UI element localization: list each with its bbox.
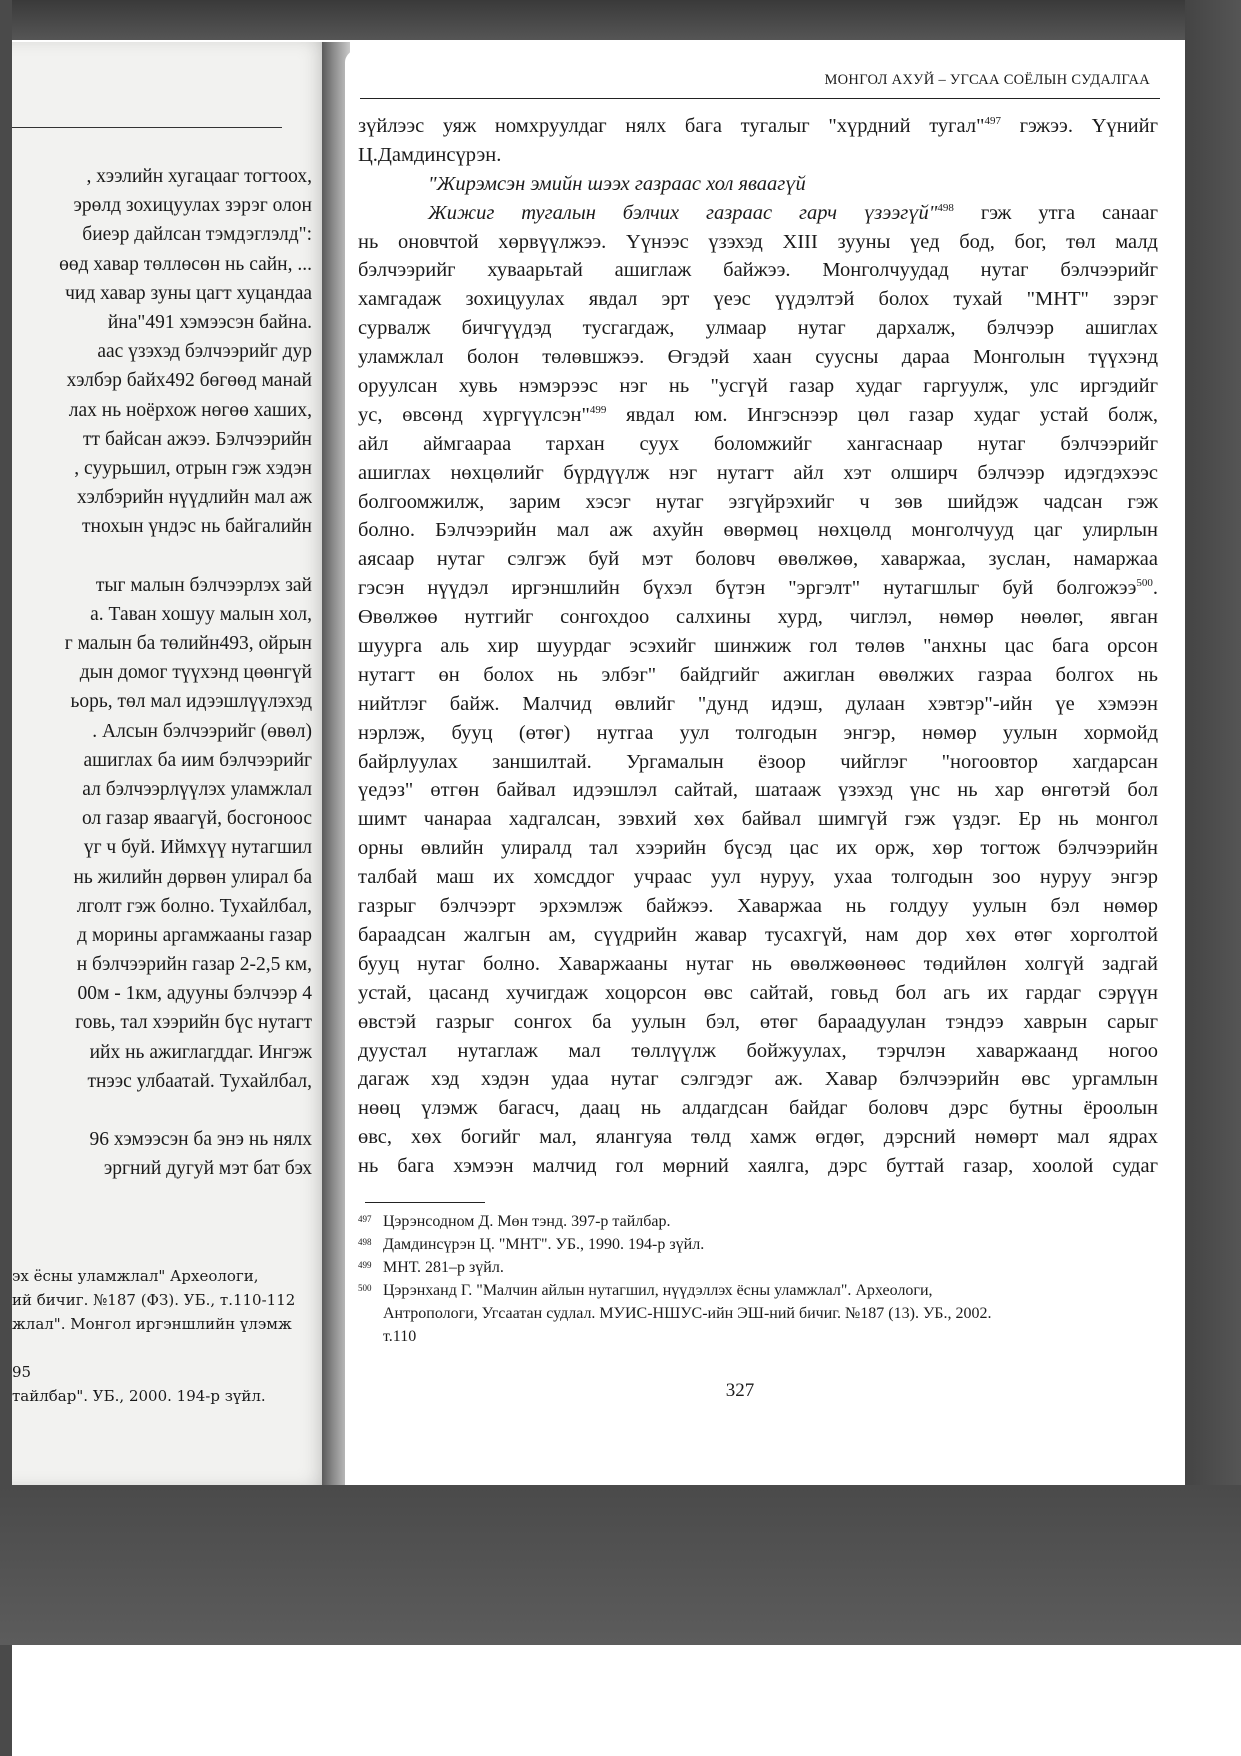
left-page-line: лголт гэж болно. Тухайлбал, — [76, 895, 312, 917]
text-line — [358, 545, 1158, 574]
footnote — [358, 1210, 1158, 1233]
left-page-line: а. Таван хошуу малын хол, — [90, 603, 312, 625]
text-line — [358, 256, 1158, 285]
left-page-line: өөд хавар төллөсөн нь сайн, ... — [59, 253, 312, 275]
text-run: нутагт өн болох нь элбэг" байдгийг ажиглан өвөлжих газраа болгох нь — [358, 663, 1158, 686]
text-line — [358, 516, 1158, 545]
left-page-line: дын домог түүхэнд цөөнгүй — [79, 662, 312, 684]
text-line — [358, 488, 1158, 517]
text-run: ашиглах нөхцөлийг бүрдүүлж нэг нутагт айл хэт олширч бэлчээр идэгдэхээс — [358, 461, 1158, 484]
text-line — [358, 1123, 1158, 1152]
footnotes — [358, 1210, 1158, 1348]
text-line — [358, 228, 1158, 257]
footnote-text: Цэрэнсодном Д. Мөн тэнд. 397-р тайлбар. — [383, 1213, 671, 1230]
footnote — [358, 1256, 1158, 1279]
scan-border-bottom — [0, 1485, 1241, 1645]
text-run: шуурга аль хир шуурдаг эсэхийг шинжиж гол төлөв "анхны цас бага орсон — [358, 635, 1158, 658]
footnote — [358, 1279, 1158, 1348]
left-page — [12, 42, 332, 1485]
left-page-line: , хээлийн хугацааг тогтоох, — [86, 166, 312, 187]
left-footnote-line: 95 — [12, 1363, 32, 1381]
header-rule — [360, 98, 1160, 99]
text-line — [358, 199, 1158, 228]
footnote-text: МНТ. 281–р зүйл. — [383, 1259, 504, 1276]
text-run: айл аймгаараа тархан суух боломжийг хангаснаар нутаг бэлчээрийг — [358, 432, 1158, 455]
left-page-line: 96 хэмээсэн ба энэ нь нялх — [89, 1129, 312, 1151]
text-run: бууц нутаг болно. Хаваржааны нутаг нь өвөлжөөнөөс төдийлөн холгүй задгай — [358, 952, 1158, 975]
left-page-line: г малын ба төлийн493, ойрын — [64, 633, 312, 654]
text-line — [358, 748, 1158, 777]
left-page-line: ьорь, төл мал идээшлүүлэхэд — [70, 691, 312, 713]
left-page-line: говь, тал хээрийн бүс нутагт — [75, 1012, 312, 1034]
text-run: сурвалж бичгүүдэд тусгагдаж, улмаар нутаг дархалж, бэлчээр ашиглах — [358, 317, 1158, 340]
footnote-rule — [365, 1202, 485, 1203]
footnote-number: 500 — [358, 1283, 372, 1293]
text-run: орны өвлийн улиралд тал хээрийн бүсэд цас их орж, хөр тогтож бэлчээрийн — [358, 837, 1158, 860]
left-page-line: ийх нь ажиглагддаг. Ингэж — [89, 1041, 312, 1063]
text-line — [358, 170, 1158, 199]
footnote-text: Цэрэнханд Г. "Малчин айлын нутагшил, нүүдэллэх ёсны уламжлал". Археологи, — [383, 1282, 933, 1299]
text-run: нь бага хэмээн малчид гол мөрний хаялга, дэрс буттай газар, хоолой судаг — [358, 1155, 1158, 1178]
text-line — [358, 112, 1158, 141]
left-page-line: д морины аргамжааны газар — [77, 924, 312, 946]
footnote-text-continued: Антропологи, Угсаатан судлал. МУИС-НШУС-ийн ЭШ-ний бичиг. №187 (13). УБ., 2002. — [383, 1305, 992, 1322]
text-run: дагаж хэд хэдэн удаа нутаг сэлгэдэг аж. Хавар бэлчээрийн өвс ургамлын — [358, 1068, 1158, 1091]
left-page-line: чид хавар зуны цагт хуцандаа — [65, 282, 312, 304]
text-run: гэсэн нүүдэл иргэншлийн бүхэл бүтэн "эргэлт" нутагшлыг буй болгожээ — [358, 577, 1137, 600]
left-page-footnotes — [12, 1264, 312, 1408]
left-page-line: , суурьшил, отрын гэж хэдэн — [74, 457, 312, 479]
footnote-number: 498 — [358, 1237, 372, 1247]
left-page-line: ал бэлчээрлүүлэх уламжлал — [82, 778, 312, 800]
text-line — [358, 603, 1158, 632]
left-footnote-line: жлал". Монгол иргэншлийн үлэмж — [12, 1315, 292, 1333]
text-line — [358, 690, 1158, 719]
text-line — [358, 921, 1158, 950]
footnote-text: Дамдинсүрэн Ц. "МНТ". УБ., 1990. 194-р зүйл. — [383, 1236, 705, 1253]
text-run: үедэз" өтгөн байвал идээшлэл сайтай, шатааж үзэхэд үнс нь хар өнгөтэй бол — [358, 779, 1158, 802]
text-run: шимт чанараа хадгалсан, зэвхий хөх байвал шимгүй гэж үздэг. Ер нь монгол — [358, 808, 1158, 831]
text-line — [358, 1037, 1158, 1066]
text-run: Өвөлжөө нутгийг сонгохдоо салхины хурд, чиглэл, нөмөр нөөлөг, явган — [358, 606, 1158, 629]
text-line — [358, 314, 1158, 343]
text-run: нийтлэг байж. Малчид өвлийг "дунд идэш, дулаан хэвтэр"-ийн үе хэмээн — [358, 692, 1158, 715]
text-run: газрыг бэлчээрт эрхэмлэж байжээ. Хаваржаа нь голдуу уулын бэл нөмөр — [358, 895, 1158, 918]
text-run: бэлчээрийг хуваарьтай ашиглаж байжээ. Монголчуудад нутаг бэлчээрийг — [358, 259, 1158, 282]
left-page-line: хэлбэрийн нүүдлийн мал аж — [77, 487, 312, 509]
left-page-line: тнохын үндэс нь байгалийн — [82, 516, 312, 538]
left-page-line: үг ч буй. Иймхүү нутагшил — [83, 837, 312, 859]
footnote-ref[interactable]: 498 — [937, 201, 954, 214]
text-run: өвстэй газрыг сонгох ба уулын бэл, өтөг бараадуулан тэндээ хаврын сарыг — [358, 1010, 1158, 1033]
text-line — [358, 661, 1158, 690]
text-run: зүйлээс уяж номхруулдаг нялх бага тугалыг "хүрдний тугал" — [358, 115, 985, 137]
text-line — [358, 892, 1158, 921]
text-run: устай, цасанд хучигдаж хоцорсон өвс сайтай, говьд бол агь их гардаг сэрүүн — [358, 981, 1158, 1004]
text-line — [358, 834, 1158, 863]
scan-border-top — [0, 0, 1241, 40]
text-line — [358, 776, 1158, 805]
text-line — [358, 1065, 1158, 1094]
text-line — [358, 632, 1158, 661]
footnote-number: 497 — [358, 1214, 372, 1224]
left-page-line: нь жилийн дөрвөн улирал ба — [73, 866, 312, 888]
text-line — [358, 141, 1158, 170]
left-page-line: . Алсын бэлчээрийг (өвөл) — [92, 720, 312, 742]
text-run: талбай маш их хомсддог учраас уул нуруу, ухаа толгодын зоо нуруу энгэр — [358, 866, 1158, 889]
text-run: байрлуулах заншилтай. Ургамалын ёзоор чийглэг "ногоовтор хагдарсан — [358, 750, 1158, 773]
text-run: ус, өвсөнд хүргүүлсэн" — [358, 403, 590, 426]
left-page-line: лах нь ноёрхож нөгөө хашиx, — [68, 399, 312, 421]
text-run: болгоомжилж, зарим хэсэг нутаг эзгүйрэхийг ч зөв шийдэж чадсан гэж — [358, 490, 1158, 513]
left-footnote-line: эх ёсны уламжлал" Археологи, — [12, 1267, 259, 1285]
text-line — [358, 1152, 1158, 1181]
scan-border-right — [1185, 0, 1241, 1485]
text-line — [358, 1094, 1158, 1123]
left-page-line: йна"491 хэмээсэн байна. — [107, 311, 312, 333]
left-page-line: аас үзэхэд бэлчээрийг дур — [97, 341, 312, 363]
left-page-line: эргний дугуй мэт бат бэх — [103, 1158, 312, 1180]
footnote-ref[interactable]: 497 — [984, 115, 1001, 128]
text-line — [358, 372, 1158, 401]
text-run: Жижиг тугалын бэлчих газраас гарч үзээгүй" — [428, 201, 938, 224]
text-run: оруулсан хувь нэмэрээс нэг нь "усгүй газар худаг гаргуулж, улс иргэдийг — [358, 375, 1158, 398]
text-run: аясаар нутаг сэлгэж буй мэт боловч өвөлжөө, хаваржаа, зуслан, намаржаа — [358, 548, 1158, 571]
text-line — [358, 979, 1158, 1008]
left-page-rule — [12, 127, 282, 128]
text-line — [358, 285, 1158, 314]
left-page-line: 00м - 1км, адууны бэлчээр 4 — [77, 983, 312, 1005]
text-line — [358, 343, 1158, 372]
text-run: уламжлал болон төлөвшжээ. Өгэдэй хаан суусны дараа Монголын түүхэнд — [358, 346, 1158, 369]
left-page-line: тнээс улбаатай. Тухайлбал, — [87, 1070, 312, 1092]
text-line — [358, 863, 1158, 892]
left-footnote-line: тайлбар". УБ., 2000. 194-р зүйл. — [12, 1387, 266, 1405]
text-run: дуустал нутаглаж мал төллүүлж бойжуулах, тэрчлэн хаваржаанд ногоо — [358, 1039, 1158, 1062]
text-line — [358, 459, 1158, 488]
text-line — [358, 1008, 1158, 1037]
running-head: МОНГОЛ АХУЙ – УГСАА СОЁЛЫН СУДАЛГАА — [824, 72, 1150, 88]
footnote-number: 499 — [358, 1260, 372, 1270]
text-run: өвс, хөх богийг мал, ялангуяа төлд хамж өгдөг, дэрсний нөмөрт мал ядрах — [358, 1126, 1158, 1149]
text-run: гэжээ. Үүнийг — [1000, 115, 1158, 137]
text-line — [358, 805, 1158, 834]
text-line — [358, 574, 1158, 603]
left-page-line: тыг малын бэлчээрлэх зай — [95, 574, 312, 596]
text-line — [358, 950, 1158, 979]
main-text-block — [358, 112, 1158, 1181]
left-page-line — [12, 1096, 312, 1125]
left-page-line — [12, 541, 312, 570]
left-page-text — [12, 162, 312, 1184]
text-run: Ц.Дамдинсүрэн. — [358, 143, 502, 166]
text-run: "Жирэмсэн эмийн шээх газраас хол яваагүй — [428, 172, 806, 195]
left-page-line: хэлбэр байх492 бөгөөд манай — [66, 370, 312, 392]
left-page-line: тт байсан ажээ. Бэлчээрийн — [83, 428, 312, 450]
left-page-line: эрөлд зохицуулах зэрэг олон — [73, 195, 312, 217]
text-run: гэж утга санааг — [953, 201, 1158, 224]
footnote-ref[interactable]: 500 — [1136, 577, 1153, 590]
text-run: . — [1152, 577, 1158, 600]
left-page-line: ашиглах ба иим бэлчээрийг — [83, 749, 312, 771]
left-page-line: н бэлчээрийн газар 2-2,5 км, — [76, 954, 312, 976]
footnote-ref[interactable]: 499 — [589, 404, 607, 417]
left-page-line: биеэр дайлсан тэмдэглэлд": — [82, 224, 312, 246]
left-page-line: ол газар яваагүй, босгоноос — [81, 808, 312, 830]
text-run: бараадсан жалгын ам, сүүдрийн жавар тусахгүй, нам дор хөх өтөг хорголтой — [358, 923, 1158, 946]
text-line — [358, 719, 1158, 748]
text-run: нөөц үлэмж багасч, даац нь алдагдсан байдаг боловч дэрс бутны ёроолын — [358, 1097, 1158, 1120]
text-run: явдал юм. Ингэснээр цөл газар худаг устай болж, — [606, 403, 1158, 426]
footnote-text-continued: т.110 — [383, 1328, 417, 1345]
text-run: болно. Бэлчээрийн мал аж ахуйн өвөрмөц нөхцөлд монголчууд цаг улирлын — [358, 519, 1158, 542]
left-footnote-line: ий бичиг. №187 (ФЗ). УБ., т.110-112 — [12, 1291, 296, 1309]
page-number: 327 — [725, 1380, 755, 1401]
footnote — [358, 1233, 1158, 1256]
left-footnote-line — [12, 1336, 312, 1360]
text-run: хамгадаж зохицуулах явдал эрт үеэс үүдэлтэй болох тухай "МНТ" зэрэг — [358, 288, 1158, 311]
text-line — [358, 430, 1158, 459]
text-run: нь оновчтой хөрвүүлжээ. Үүнээс үзэхэд XIII зууны үед бод, бог, төл малд — [358, 230, 1158, 253]
text-line — [358, 401, 1158, 430]
text-run: нэрлэж, бууц (өтөг) нутгаа уул толгодын энгэр, нөмөр уулын хормойд — [358, 721, 1158, 744]
